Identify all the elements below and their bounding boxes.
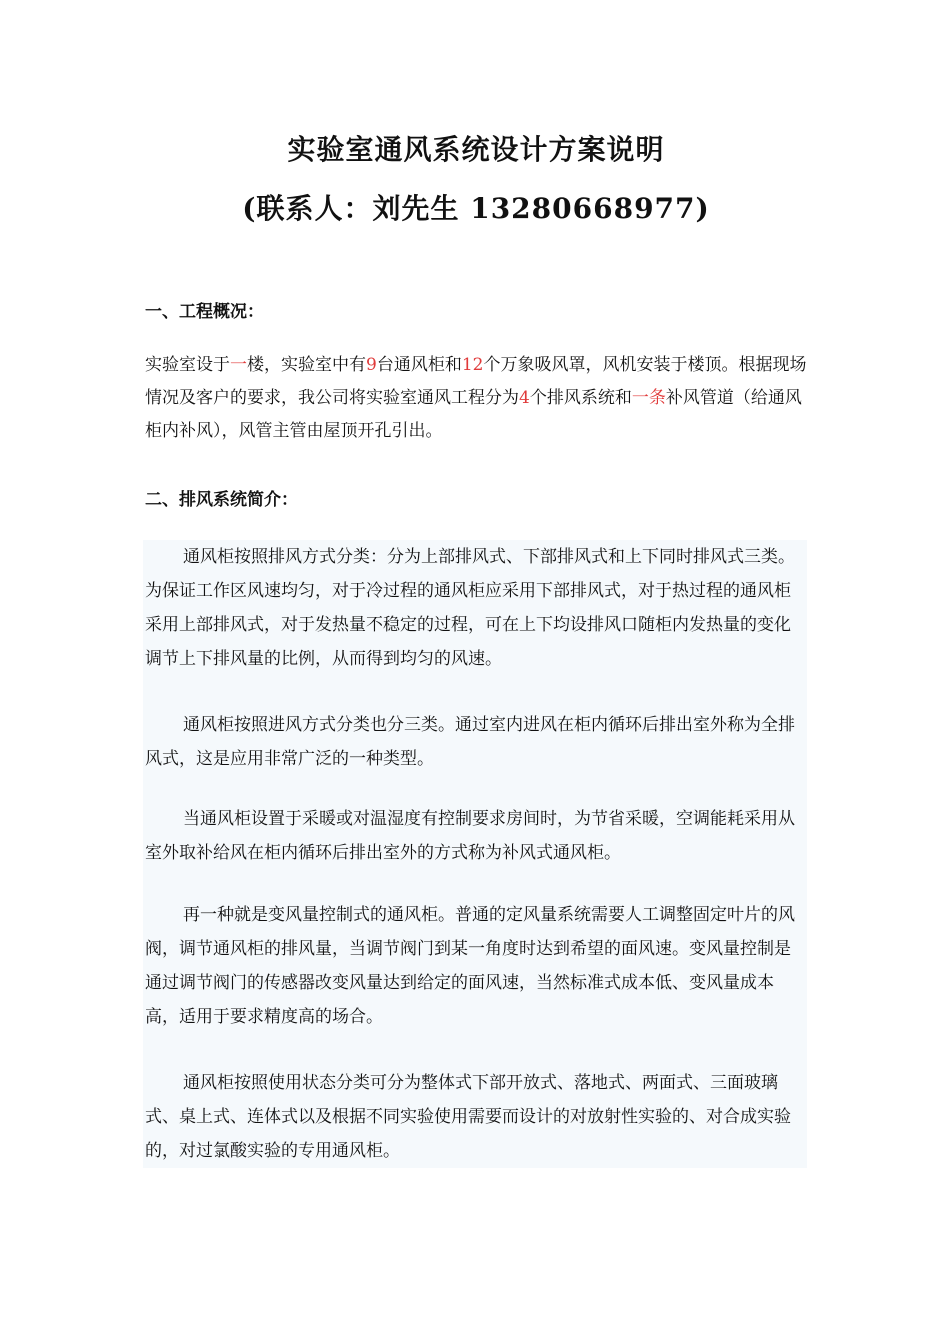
section-2-heading: 二、排风系统简介： xyxy=(145,490,298,510)
hood-arm-count-highlight: 12 xyxy=(461,355,484,375)
document-title: 实验室通风系统设计方案说明 xyxy=(287,133,665,166)
overview-text: 实验室设于 xyxy=(145,355,230,375)
variable-air-volume-paragraph: 再一种就是变风量控制式的通风柜。普通的定风量系统需要人工调整固定叶片的风阀，调节通风柜的排风量，当调节阀门到某一角度时达到希望的面风速。变风量控制是通过调节阀门的传感器改变风量达到给定的面风速，当然标准式成本低、变风量成本高，适用于要求精度高的场合。 xyxy=(145,905,795,1027)
usage-type-paragraph: 通风柜按照使用状态分类可分为整体式下部开放式、落地式、两面式、三面玻璃式、桌上式、连体式以及根据不同实验使用需要而设计的对放射性实验的、对合成实验的，对过氯酸实验的专用通风柜。 xyxy=(145,1073,791,1161)
duct-count-highlight: 一条 xyxy=(631,388,666,408)
section-1-heading: 一、工程概况： xyxy=(145,302,264,322)
floor-highlight: 一 xyxy=(230,355,247,375)
overview-text: 补风管道（给通风柜内补风），风管主管由屋顶开孔引出。 xyxy=(145,388,802,441)
contact-line: (联系人：刘先生 13280668977) xyxy=(242,192,710,225)
hood-count-highlight: 9 xyxy=(366,355,377,375)
overview-text: 台通风柜和 xyxy=(376,355,462,375)
intake-method-paragraph: 通风柜按照进风方式分类也分三类。通过室内进风在柜内循环后排出室外称为全排风式，这是应用非常广泛的一种类型。 xyxy=(145,715,795,769)
exhaust-method-paragraph: 通风柜按照排风方式分类：分为上部排风式、下部排风式和上下同时排风式三类。为保证工作区风速均匀，对于冷过程的通风柜应采用下部排风式，对于热过程的通风柜采用上部排风式，对于发热量不稳定的过程，可在上下均设排风口随柜内发热量的变化调节上下排风量的比例，从而得到均匀的风速。 xyxy=(145,547,795,669)
system-count-highlight: 4 xyxy=(519,388,530,408)
overview-text: 楼，实验室中有 xyxy=(247,355,366,375)
overview-text: 个万象吸风罩，风机安装于楼顶。根据现场情况及客户的要求，我公司将实验室通风工程分为 xyxy=(145,355,807,408)
overview-paragraph xyxy=(145,349,807,448)
makeup-air-paragraph: 当通风柜设置于采暖或对温湿度有控制要求房间时，为节省采暖，空调能耗采用从室外取补给风在柜内循环后排出室外的方式称为补风式通风柜。 xyxy=(145,809,795,863)
overview-text: 个排风系统和 xyxy=(529,388,632,408)
